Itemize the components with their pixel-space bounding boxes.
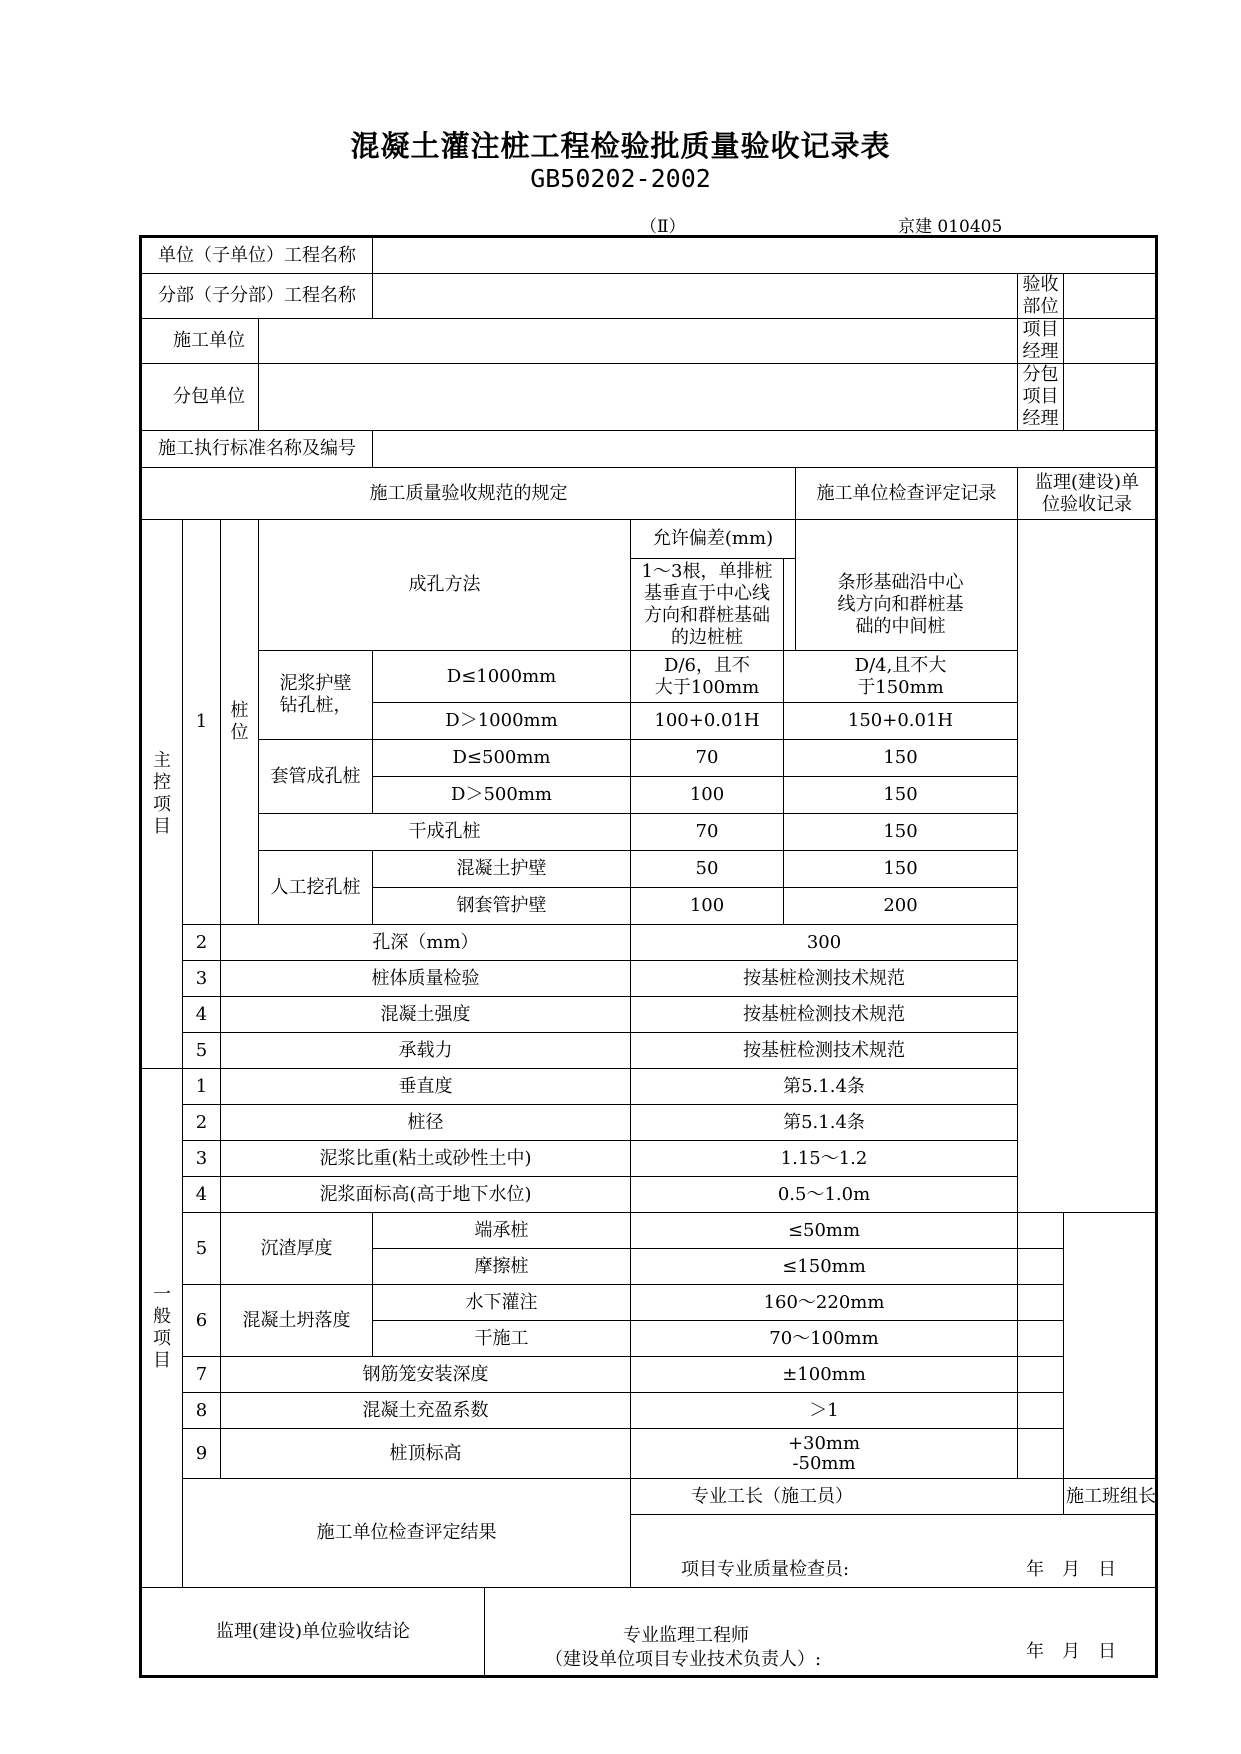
quality-inspector-label: 项目专业质量检查员: <box>681 1559 850 1580</box>
item-value: 1.15～1.2 <box>631 1141 1018 1177</box>
unit-project-label: 单位（子单位）工程名称 <box>141 237 373 274</box>
contractor-result-row-1 <box>141 1479 1157 1515</box>
item-name: 桩体质量检验 <box>221 961 631 997</box>
item-name: 混凝土强度 <box>221 997 631 1033</box>
record-cell[interactable] <box>1018 1357 1064 1393</box>
casing-a-2: 100 <box>631 777 784 814</box>
item-condition: 端承桩 <box>373 1213 631 1249</box>
sub-project-label: 分部（子分部）工程名称 <box>141 274 373 319</box>
item-name: 混凝土充盈系数 <box>221 1393 631 1429</box>
sub-pm-field[interactable] <box>1064 364 1157 431</box>
part-label: （Ⅱ） <box>640 217 686 237</box>
item-value: ≤50mm <box>631 1213 1018 1249</box>
row-sub-project <box>141 274 1157 319</box>
casing-row-1 <box>141 740 1157 777</box>
project-manager-field[interactable] <box>1064 319 1157 364</box>
item-no: 2 <box>183 1105 221 1141</box>
main-row-5 <box>141 1033 1157 1069</box>
item-no: 6 <box>183 1285 221 1357</box>
mud-b-2: 150+0.01H <box>784 703 1018 740</box>
item-condition: 干施工 <box>373 1321 631 1357</box>
item-no: 5 <box>183 1213 221 1285</box>
item-name: 承载力 <box>221 1033 631 1069</box>
item-name: 桩顶标高 <box>221 1429 631 1479</box>
acceptance-part-field[interactable] <box>1064 274 1157 319</box>
row-subcontractor <box>141 364 1157 431</box>
record-cell[interactable] <box>1018 1429 1064 1479</box>
hole-method-header: 成孔方法 <box>259 520 631 651</box>
item-value: 按基桩检测技术规范 <box>631 1033 1018 1069</box>
acceptance-part-label: 验收部位 <box>1018 274 1064 319</box>
mud-a-1: D/6，且不 大于100mm <box>631 651 784 703</box>
subcontractor-label: 分包单位 <box>141 364 259 431</box>
standard-code: GB50202-2002 <box>530 164 711 193</box>
item-value: 0.5～1.0m <box>631 1177 1018 1213</box>
quality-inspector-cell[interactable] <box>631 1515 1157 1588</box>
item-value: 第5.1.4条 <box>631 1105 1018 1141</box>
supervisor-record-header: 监理(建设)单 位验收记录 <box>1018 468 1157 520</box>
item-no: 9 <box>183 1429 221 1479</box>
standard-label: 施工执行标准名称及编号 <box>141 431 373 468</box>
supervisor-conclusion-row <box>141 1588 1157 1677</box>
casing-a-1: 70 <box>631 740 784 777</box>
main-item1-name: 桩 位 <box>221 520 259 925</box>
standard-field[interactable] <box>373 431 1157 468</box>
item-name: 泥浆比重(粘土或砂性土中) <box>221 1141 631 1177</box>
main-row-2 <box>141 925 1157 961</box>
item-no: 2 <box>183 925 221 961</box>
dry-row <box>141 814 1157 851</box>
casing-pile-name: 套管成孔桩 <box>259 740 373 814</box>
general-row-5a <box>141 1213 1157 1249</box>
supervisor-conclusion-label: 监理(建设)单位验收结论 <box>141 1588 485 1677</box>
team-leader-label: 施工班组长 <box>1064 1479 1157 1515</box>
casing-cond-1: D≤500mm <box>373 740 631 777</box>
tolerance-header: 允许偏差(mm) <box>631 520 796 559</box>
contractor-result-label: 施工单位检查评定结果 <box>183 1479 631 1588</box>
record-cell[interactable] <box>1018 1321 1064 1357</box>
record-cell[interactable] <box>1018 1285 1064 1321</box>
item-condition: 水下灌注 <box>373 1285 631 1321</box>
date-label: 年 月 日 <box>1026 1559 1117 1580</box>
manual-cond-1: 混凝土护壁 <box>373 851 631 888</box>
general-row-2 <box>141 1105 1157 1141</box>
mud-pile-name: 泥浆护壁 钻孔桩， <box>259 651 373 740</box>
general-row-6a <box>141 1285 1157 1321</box>
date-label-2: 年 月 日 <box>1026 1641 1117 1662</box>
main-control-group-label: 主 控 项 目 <box>141 520 183 1069</box>
item-no: 4 <box>183 997 221 1033</box>
row-standard <box>141 431 1157 468</box>
item-no: 1 <box>183 1069 221 1105</box>
mud-b-1: D/4,且不大 于150mm <box>784 651 1018 703</box>
form-number: 京建 010405 <box>898 217 1003 237</box>
item-no: 4 <box>183 1177 221 1213</box>
item-value: 按基桩检测技术规范 <box>631 961 1018 997</box>
supervisor-conclusion-cell[interactable] <box>485 1588 1157 1677</box>
item-condition: 摩擦桩 <box>373 1249 631 1285</box>
sub-project-field[interactable] <box>373 274 1018 319</box>
manual-b-2: 200 <box>784 888 1018 925</box>
general-row-3 <box>141 1141 1157 1177</box>
record-cell[interactable] <box>1018 1249 1064 1285</box>
subcontractor-field[interactable] <box>259 364 1018 431</box>
main-row-4 <box>141 997 1157 1033</box>
general-group-label: 一 般 项 目 <box>141 1069 183 1588</box>
main-item1-header-row <box>141 520 1157 559</box>
contractor-field[interactable] <box>259 319 1018 364</box>
item-value: +30mm -50mm <box>631 1429 1018 1479</box>
item-value: 300 <box>631 925 1018 961</box>
item-name: 孔深（mm） <box>221 925 631 961</box>
mud-a-2: 100+0.01H <box>631 703 784 740</box>
row-unit-project <box>141 237 1157 274</box>
page-title: 混凝土灌注桩工程检验批质量验收记录表 <box>350 129 891 163</box>
sub-pm-label: 分包项目经理 <box>1018 364 1064 431</box>
dry-pile-name: 干成孔桩 <box>259 814 631 851</box>
owner-tech-lead-label: （建设单位项目专业技术负责人）: <box>545 1649 822 1670</box>
foreman-label: 专业工长（施工员） <box>631 1479 1064 1515</box>
general-row-4 <box>141 1177 1157 1213</box>
main-row-3 <box>141 961 1157 997</box>
item-name: 沉渣厚度 <box>221 1213 373 1285</box>
supervisor-engineer-label: 专业监理工程师 <box>623 1625 749 1646</box>
item-no: 5 <box>183 1033 221 1069</box>
item-no: 7 <box>183 1357 221 1393</box>
item-name: 垂直度 <box>221 1069 631 1105</box>
dry-a: 70 <box>631 814 784 851</box>
record-cell[interactable] <box>1018 1213 1064 1249</box>
mud-cond-2: D＞1000mm <box>373 703 631 740</box>
casing-b-1: 150 <box>784 740 1018 777</box>
item-value: ±100mm <box>631 1357 1018 1393</box>
item-name: 泥浆面标高(高于地下水位) <box>221 1177 631 1213</box>
tolerance-col-a: 1～3根，单排桩 基垂直于中心线 方向和群桩基础 的边桩桩 <box>631 559 784 651</box>
item-value: 70～100mm <box>631 1321 1018 1357</box>
item-name: 混凝土坍落度 <box>221 1285 373 1357</box>
general-row-9 <box>141 1429 1157 1479</box>
item-no: 3 <box>183 1141 221 1177</box>
dry-b: 150 <box>784 814 1018 851</box>
manual-row-1 <box>141 851 1157 888</box>
casing-b-2: 150 <box>784 777 1018 814</box>
casing-cond-2: D＞500mm <box>373 777 631 814</box>
item-no: 8 <box>183 1393 221 1429</box>
item-no: 3 <box>183 961 221 997</box>
contractor-record-header: 施工单位检查评定记录 <box>796 468 1018 520</box>
inspection-form-table <box>139 235 1158 1678</box>
supervisor-record-cell-main[interactable] <box>1018 520 1157 1213</box>
column-header-row <box>141 468 1157 520</box>
project-manager-label: 项目经理 <box>1018 319 1064 364</box>
manual-a-1: 50 <box>631 851 784 888</box>
spec-header: 施工质量验收规范的规定 <box>141 468 796 520</box>
item-name: 钢筋笼安装深度 <box>221 1357 631 1393</box>
main-item1-no: 1 <box>183 520 221 925</box>
general-row-7 <box>141 1357 1157 1393</box>
general-row-8 <box>141 1393 1157 1429</box>
record-cell[interactable] <box>1018 1393 1064 1429</box>
manual-b-1: 150 <box>784 851 1018 888</box>
manual-pile-name: 人工挖孔桩 <box>259 851 373 925</box>
item-value: ＞1 <box>631 1393 1018 1429</box>
contractor-label: 施工单位 <box>141 319 259 364</box>
item-name: 桩径 <box>221 1105 631 1141</box>
manual-a-2: 100 <box>631 888 784 925</box>
item-value: 按基桩检测技术规范 <box>631 997 1018 1033</box>
item-value: ≤150mm <box>631 1249 1018 1285</box>
mud-row-1 <box>141 651 1157 703</box>
row-contractor <box>141 319 1157 364</box>
manual-cond-2: 钢套管护壁 <box>373 888 631 925</box>
tolerance-col-b: 条形基础沿中心 线方向和群桩基 础的中间桩 <box>784 559 1018 651</box>
item-value: 160～220mm <box>631 1285 1018 1321</box>
item-value: 第5.1.4条 <box>631 1069 1018 1105</box>
general-row-1 <box>141 1069 1157 1105</box>
mud-cond-1: D≤1000mm <box>373 651 631 703</box>
unit-project-field[interactable] <box>373 237 1157 274</box>
